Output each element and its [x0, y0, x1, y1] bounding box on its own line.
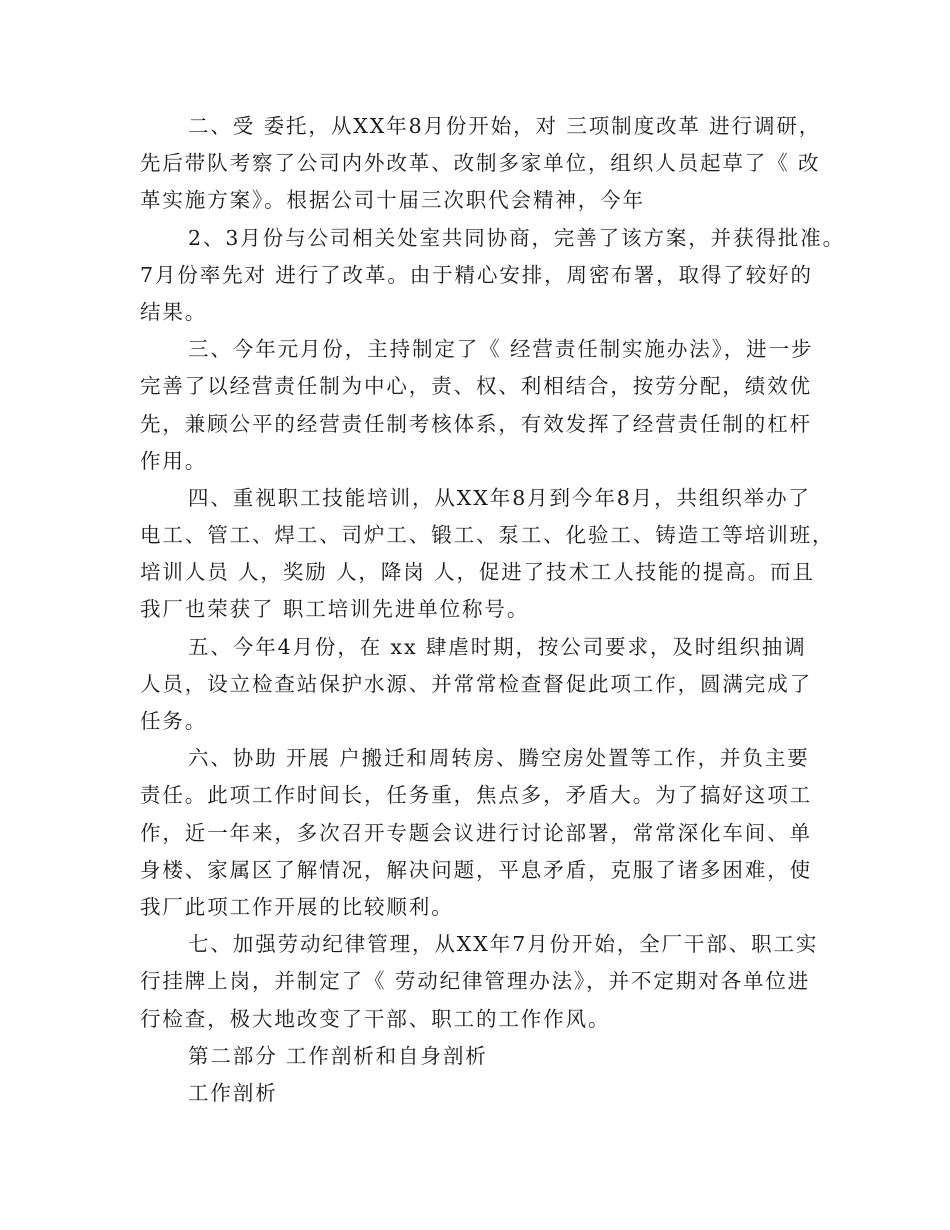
text-line: 三、今年元月份，主持制定了《 经营责任制实施办法》，进一步	[188, 337, 814, 362]
text-line: 身楼、家属区了解情况，解决问题，平息矛盾，克服了诸多困难，使	[140, 857, 812, 882]
document-body	[140, 108, 846, 1112]
text-line: 人员，设立检查站保护水源、并常常检查督促此项工作，圆满完成了	[140, 671, 812, 696]
text-line: 结果。	[140, 299, 208, 324]
text-line: 任务。	[140, 709, 208, 733]
text-line: 作用。	[140, 448, 208, 473]
text-line: 革实施方案》。根据公司十届三次职代会精神，今年	[140, 188, 645, 213]
text-line: 七、加强劳动纪律管理，从XX年7月份开始，全厂干部、职工实	[188, 932, 819, 957]
text-line: 五、今年4月份，在 xx 肆虐时期，按公司要求，及时组织抽调	[188, 634, 807, 659]
text-line: 先后带队考察了公司内外改革、改制多家单位，组织人员起草了《 改	[140, 151, 821, 176]
section-heading: 第二部分 工作剖析和自身剖析	[188, 1043, 488, 1068]
text-line: 先，兼顾公平的经营责任制考核体系，有效发挥了经营责任制的杠杆	[140, 411, 812, 436]
text-line: 我厂也荣获了 职工培训先进单位称号。	[140, 597, 530, 622]
text-line: 2、3月份与公司相关处室共同协商，完善了该方案，并获得批准。	[188, 225, 846, 250]
text-line: 四、重视职工技能培训，从XX年8月到今年8月，共组织举办了	[188, 485, 811, 510]
text-line: 责任。此项工作时间长，任务重，焦点多，矛盾大。为了搞好这项工	[140, 783, 812, 808]
text-line: 我厂此项工作开展的比较顺利。	[140, 894, 454, 919]
text-line: 培训人员 人，奖励 人，降岗 人，促进了技术工人技能的提高。而且	[140, 560, 815, 585]
text-line: 六、协助 开展 户搬迁和周转房、腾空房处置等工作，并负主要	[188, 746, 810, 771]
subsection-heading: 工作剖析	[188, 1080, 278, 1105]
text-line: 二、受 委托，从XX年8月份开始，对 三项制度改革 进行调研，	[188, 114, 822, 138]
text-line: 7月份率先对 进行了改革。由于精心安排，周密布署，取得了较好的	[140, 262, 813, 287]
text-line: 完善了以经营责任制为中心，责、权、利相结合，按劳分配，绩效优	[140, 374, 812, 399]
text-line: 电工、管工、焊工、司炉工、锻工、泵工、化验工、铸造工等培训班，	[140, 523, 835, 548]
text-line: 行挂牌上岗，并制定了《 劳动纪律管理办法》，并不定期对各单位进	[140, 969, 811, 994]
text-line: 作，近一年来，多次召开专题会议进行讨论部署，常常深化车间、单	[140, 820, 812, 845]
text-line: 行检查，极大地改变了干部、职工的工作作风。	[140, 1006, 611, 1031]
